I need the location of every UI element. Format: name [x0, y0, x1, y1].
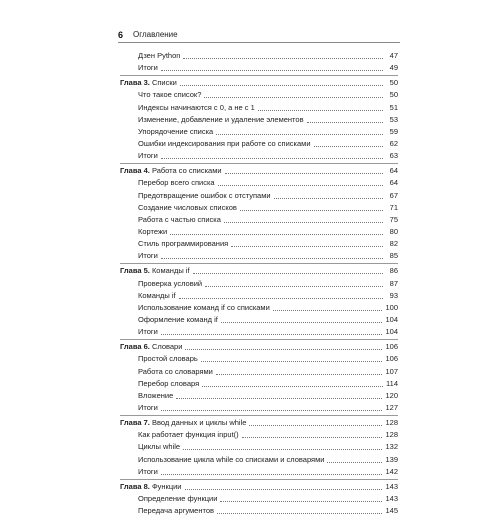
chapter-label [120, 341, 182, 353]
dot-leader [205, 279, 383, 287]
toc-chapter-row[interactable] [120, 165, 398, 177]
chapter-label [120, 417, 246, 429]
toc-chapter-row[interactable] [120, 77, 398, 89]
chapter-number: Глава 5. [120, 266, 150, 276]
entry-page-number: 80 [389, 227, 398, 237]
entry-title: Вложение [138, 390, 174, 400]
chapter-title: Работа со списками [151, 166, 222, 176]
toc-entry-row[interactable] [120, 114, 398, 126]
dot-leader [161, 251, 383, 259]
table-of-contents [120, 50, 398, 517]
dot-leader [220, 494, 382, 502]
chapter-number: Глава 3. [120, 78, 150, 88]
dot-leader [314, 139, 383, 147]
chapter-label [120, 77, 177, 89]
dot-leader [224, 215, 383, 223]
dot-leader [185, 482, 383, 490]
dot-leader [217, 506, 382, 514]
toc-entry-row[interactable] [120, 62, 398, 74]
dot-leader [204, 90, 383, 98]
entry-page-number: 127 [385, 403, 398, 412]
entry-title: Что такое список? [138, 90, 202, 100]
toc-entry-row[interactable] [120, 250, 398, 262]
toc-entry-row[interactable] [120, 302, 398, 314]
dot-leader [258, 103, 383, 111]
entry-page-number: 132 [385, 442, 398, 452]
dot-leader [216, 127, 383, 135]
entry-page-number: 104 [385, 327, 398, 337]
entry-page-number: 107 [385, 366, 398, 376]
dot-leader [161, 467, 383, 475]
entry-page-number: 50 [389, 90, 398, 100]
entry-title: Простой словарь [138, 354, 198, 364]
dot-leader [225, 166, 383, 174]
dot-leader [218, 178, 383, 186]
entry-title: Проверка условий [138, 278, 203, 288]
dot-leader [242, 430, 383, 438]
entry-title: Предотвращение ошибок с отступами [138, 190, 271, 200]
chapter-label [120, 481, 182, 493]
entry-title: Итоги [138, 251, 158, 261]
chapter-title: Словари [151, 342, 183, 352]
dot-leader [201, 354, 383, 362]
dot-leader [161, 151, 383, 159]
entry-title: Дзен Python [138, 51, 181, 61]
dot-leader [183, 442, 382, 450]
dot-leader [179, 291, 383, 299]
toc-entry-row[interactable] [120, 238, 398, 250]
chapter-separator [120, 263, 398, 264]
entry-page-number: 85 [389, 251, 398, 261]
toc-chapter-row[interactable] [120, 417, 398, 429]
chapter-page-number: 143 [385, 481, 398, 491]
chapter-number: Глава 4. [120, 166, 150, 176]
entry-page-number: 142 [385, 466, 398, 476]
dot-leader [161, 63, 383, 71]
dot-leader [231, 239, 383, 247]
chapter-title: Функции [151, 481, 182, 491]
entry-page-number: 53 [389, 114, 398, 124]
entry-title: Итоги [138, 403, 158, 412]
entry-page-number: 47 [389, 51, 398, 61]
dot-leader [183, 51, 383, 59]
dot-leader [161, 403, 383, 411]
entry-title: Упорядочение списка [138, 126, 214, 136]
toc-entry-row[interactable] [120, 202, 398, 214]
toc-entry-row[interactable] [120, 314, 398, 326]
entry-title: Изменение, добавление и удаление элементов [138, 114, 304, 124]
entry-title: Итоги [138, 63, 158, 73]
entry-title: Итоги [138, 151, 158, 161]
entry-title: Кортежи [138, 227, 168, 237]
entry-title: Итоги [138, 466, 158, 476]
chapter-separator [120, 339, 398, 340]
toc-entry-row[interactable] [120, 89, 398, 101]
entry-title: Ошибки индексирования при работе со списками [138, 139, 311, 149]
toc-chapter-row[interactable] [120, 341, 398, 353]
entry-title: Стиль программирования [138, 239, 229, 249]
entry-page-number: 71 [389, 202, 398, 212]
toc-entry-row[interactable] [120, 50, 398, 62]
toc-entry-row[interactable] [120, 138, 398, 150]
toc-entry-row[interactable] [120, 390, 398, 402]
entry-title: Создание числовых списков [138, 202, 237, 212]
entry-page-number: 59 [389, 126, 398, 136]
entry-page-number: 104 [385, 315, 398, 325]
entry-page-number: 114 [386, 378, 398, 388]
dot-leader [221, 315, 383, 323]
toc-entry-row[interactable] [120, 402, 398, 414]
entry-title: Перебор всего списка [138, 178, 215, 188]
chapter-number: Глава 6. [120, 342, 150, 352]
chapter-separator [120, 163, 398, 164]
entry-page-number: 145 [385, 506, 398, 516]
dot-leader [202, 379, 383, 387]
entry-page-number: 87 [389, 278, 398, 288]
header-rule [118, 42, 400, 43]
entry-page-number: 62 [389, 139, 398, 149]
toc-entry-row[interactable] [120, 366, 398, 378]
entry-page-number: 51 [389, 102, 398, 112]
entry-title: Передача аргументов [138, 506, 215, 516]
chapter-label [120, 265, 190, 277]
chapter-title: Списки [151, 78, 177, 88]
entry-page-number: 143 [385, 493, 398, 503]
entry-page-number: 64 [389, 178, 398, 188]
toc-entry-row[interactable] [120, 126, 398, 138]
entry-page-number: 120 [385, 390, 398, 400]
dot-leader [180, 78, 383, 86]
chapter-number: Глава 8. [120, 481, 150, 491]
toc-entry-row[interactable] [120, 226, 398, 238]
toc-entry-row[interactable] [120, 326, 398, 338]
entry-title: Команды if [138, 290, 176, 300]
page-header [118, 30, 400, 44]
chapter-page-number: 50 [389, 78, 398, 88]
entry-title: Работа со словарями [138, 366, 213, 376]
toc-chapter-row[interactable] [120, 481, 398, 493]
dot-leader [307, 115, 383, 123]
dot-leader [193, 266, 383, 274]
toc-entry-row[interactable] [120, 150, 398, 162]
entry-page-number: 82 [389, 239, 398, 249]
toc-entry-row[interactable] [120, 429, 398, 441]
dot-leader [176, 391, 382, 399]
toc-entry-row[interactable] [120, 214, 398, 226]
toc-entry-row[interactable] [120, 441, 398, 453]
chapter-label [120, 165, 222, 177]
toc-entry-row[interactable] [120, 102, 398, 114]
entry-title: Использование цикла while со списками и словарями [138, 454, 325, 464]
chapter-page-number: 86 [389, 266, 398, 276]
toc-entry-row[interactable] [120, 505, 398, 517]
running-title: Оглавление [133, 30, 178, 39]
entry-page-number: 67 [389, 190, 398, 200]
toc-chapter-row[interactable] [120, 265, 398, 277]
dot-leader [216, 367, 383, 375]
dot-leader [161, 327, 383, 335]
entry-title: Как работает функция input() [138, 430, 239, 440]
chapter-page-number: 128 [385, 418, 398, 428]
entry-page-number: 106 [385, 354, 398, 364]
toc-entry-row[interactable] [120, 290, 398, 302]
page-number: 6 [118, 30, 124, 40]
chapter-page-number: 106 [385, 342, 398, 352]
toc-entry-row[interactable] [120, 177, 398, 189]
entry-page-number: 75 [389, 214, 398, 224]
toc-entry-row[interactable] [120, 278, 398, 290]
dot-leader [327, 455, 382, 463]
chapter-title: Ввод данных и циклы while [151, 418, 247, 428]
entry-title: Оформление команд if [138, 315, 218, 325]
entry-page-number: 139 [385, 454, 398, 464]
toc-entry-row[interactable] [120, 454, 398, 466]
chapter-separator [120, 75, 398, 76]
chapter-page-number: 64 [389, 166, 398, 176]
toc-entry-row[interactable] [120, 466, 398, 478]
entry-page-number: 100 [385, 302, 398, 312]
dot-leader [249, 418, 382, 426]
dot-leader [240, 203, 383, 211]
chapter-separator [120, 415, 398, 416]
entry-page-number: 49 [389, 63, 398, 73]
entry-title: Использование команд if со списками [138, 302, 270, 312]
entry-page-number: 63 [389, 151, 398, 161]
entry-page-number: 128 [385, 430, 398, 440]
entry-title: Перебор словаря [138, 378, 200, 388]
entry-title: Индексы начинаются с 0, а не с 1 [138, 102, 255, 112]
chapter-number: Глава 7. [120, 418, 150, 428]
toc-entry-row[interactable] [120, 190, 398, 202]
entry-title: Циклы while [138, 442, 181, 452]
chapter-separator [120, 479, 398, 480]
entry-page-number: 93 [389, 290, 398, 300]
entry-title: Итоги [138, 327, 158, 337]
dot-leader [185, 342, 382, 350]
toc-entry-row[interactable] [120, 353, 398, 365]
dot-leader [273, 303, 383, 311]
entry-title: Определение функции [138, 493, 218, 503]
dot-leader [170, 227, 383, 235]
chapter-title: Команды if [151, 266, 190, 276]
entry-title: Работа с частью списка [138, 214, 221, 224]
toc-entry-row[interactable] [120, 493, 398, 505]
toc-entry-row[interactable] [120, 378, 398, 390]
dot-leader [274, 191, 383, 199]
